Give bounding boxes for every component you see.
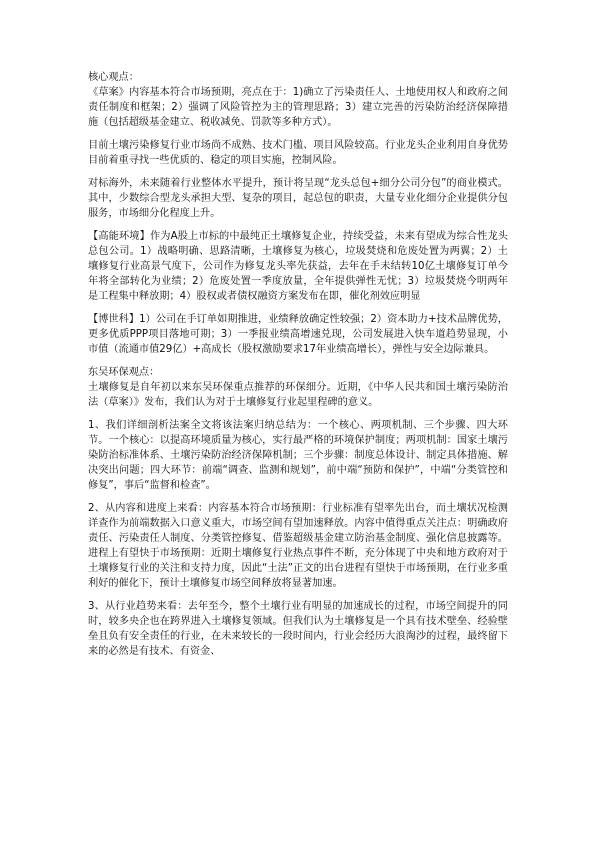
section-heading-core-views: 核心观点： [88, 72, 139, 83]
core-paragraph-4: 【高能环境】作为A股上市标的中最纯正土壤修复企业，持续受益，未来有望成为综合性龙头总包公司。1）战略明确、思路清晰，土壤修复为核心，垃圾焚烧和危废处置为两翼；2）土壤修复行业高景气度下，公司作为修复龙头率先获益，去年在手未结转10亿土壤修复订单今年将全部转化为业绩；2）危废处置一季度放量，全年提供弹性无忧；3）垃圾焚烧今明两年是工程集中释放期；4）股权或者债权融资方案发布在即，催化剂效应明显 [88, 231, 508, 302]
core-paragraph-3: 对标海外，未来随着行业整体水平提升，预计将呈现“龙头总包+细分公司分包”的商业模式。其中，少数综合型龙头承担大型、复杂的项目，起总包的职责，大量专业化细分企业提供分包服务，市场细分化程度上升。 [88, 178, 508, 219]
dongwu-paragraph-1: 土壤修复是自年初以来东吴环保重点推荐的环保细分。近期，《中华人民共和国土壤污染防治法（草案）》发布，我们认为对于土壤修复行业起里程碑的意义。 [88, 382, 508, 408]
section-heading-dongwu-views: 东吴环保观点： [88, 367, 160, 378]
dongwu-paragraph-2: 1、我们详细剖析法案全文将该法案归纳总结为：一个核心、两项机制、三个步骤、四大环节。一个核心：以提高环境质量为核心，实行最严格的环境保护制度；两项机制：国家土壤污染防治标准体系、土壤污染防治经济保障机制；三个步骤：制度总体设计、制定具体措施、解决突出问题；四大环节：前端“调查、监测和规划”，前中端“预防和保护”，中端“分类管控和修复”，事后“监督和检查”。 [88, 420, 508, 491]
document-page [88, 70, 508, 667]
core-paragraph-5: 【博世科】1）公司在手订单如期推进，业绩释放确定性较强；2）资本助力+技术品牌优势，更多优质PPP项目落地可期；3）一季报业绩高增速兑现，公司发展进入快车道趋势显现，小市值（流通市值29亿）+高成长（股权激励要求17年业绩高增长），弹性与安全边际兼具。 [88, 314, 508, 355]
core-paragraph-2: 目前土壤污染修复行业市场尚不成熟、技术门槛、项目风险较高。行业龙头企业利用自身优势目前着重寻找一些优质的、稳定的项目实施，控制风险。 [88, 140, 508, 166]
dongwu-paragraph-3: 2、从内容和进度上来看：内容基本符合市场预期：行业标准有望率先出台，而土壤状况检测详查作为前端数据入口意义重大，市场空间有望加速释放。内容中值得重点关注点：明确政府责任、污染责任人制度、分类管控修复、借鉴超级基金建立防治基金制度、强化信息披露等。进程上有望快于市场预期：近期土壤修复行业热点事件不断，充分体现了中央和地方政府对于土壤修复行业的关注和支持力度，因此“土法”正文的出台进程有望快于市场预期，在行业多重利好的催化下，预计土壤修复市场空间释放将显著加速。 [88, 503, 508, 589]
core-paragraph-1: 《草案》内容基本符合市场预期，亮点在于：1)确立了污染责任人、土地使用权人和政府之间责任制度和框架；2）强调了风险管控为主的管理思路；3）建立完善的污染防治经济保障措施（包括超级基金建立、税收减免、罚款等多种方式）。 [88, 87, 508, 128]
dongwu-paragraph-4: 3、从行业趋势来看：去年至今，整个土壤行业有明显的加速成长的过程，市场空间提升的同时，较多央企也在跨界进入土壤修复领域。但我们认为土壤修复是一个具有技术壁垒、经验壁垒且负有安全责任的行业，在未来较长的一段时间内，行业会经历大浪淘沙的过程，最终留下来的必然是有技术、有资金、 [88, 601, 508, 657]
